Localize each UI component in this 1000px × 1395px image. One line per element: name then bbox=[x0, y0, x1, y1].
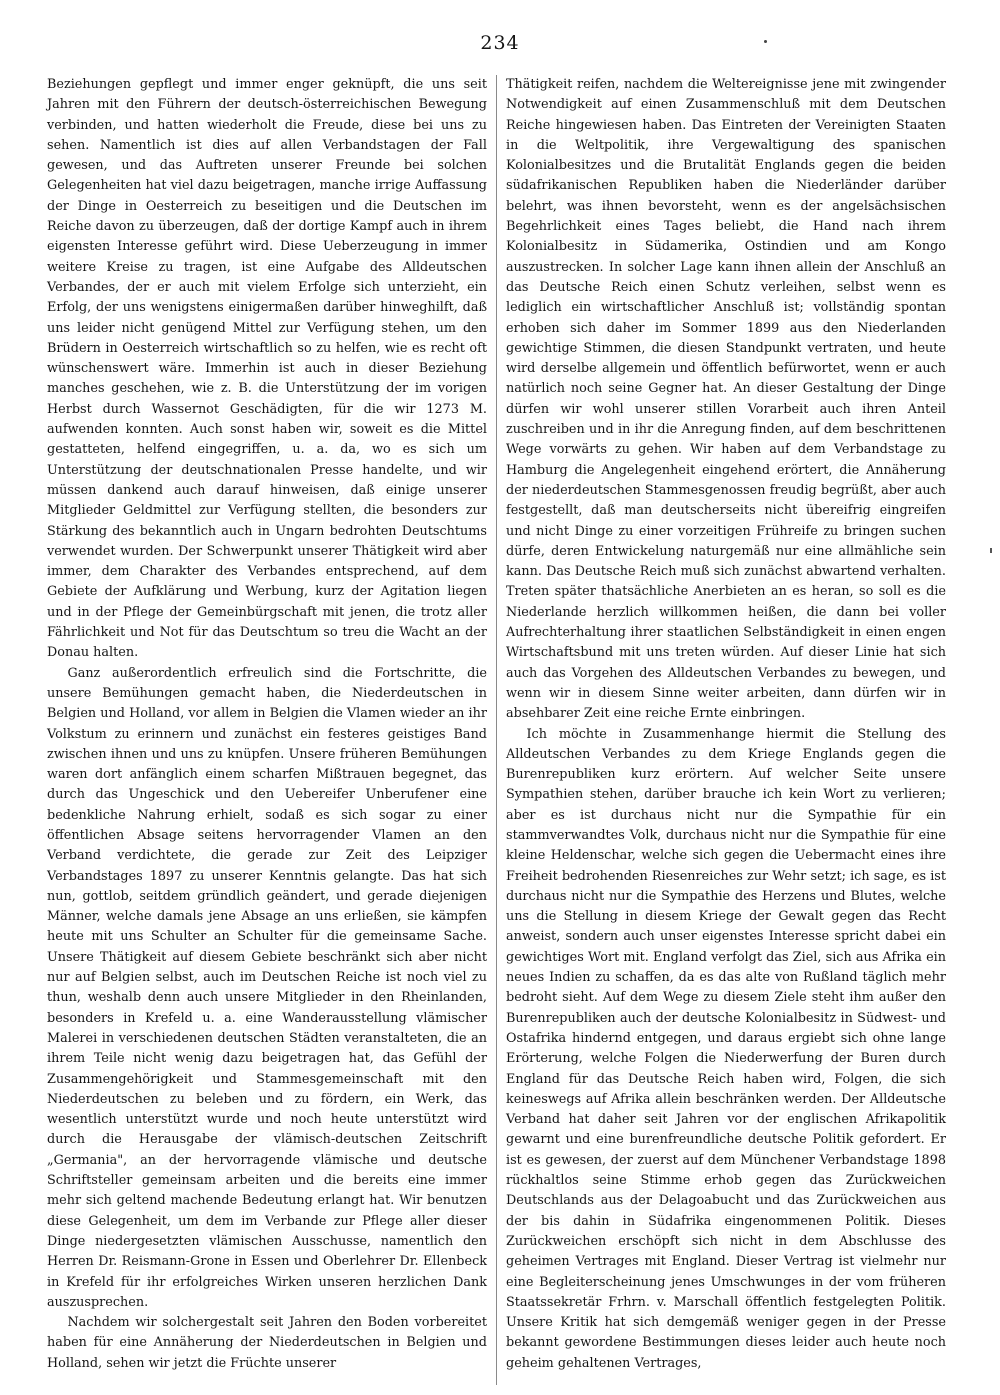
print-speck bbox=[990, 548, 992, 553]
left-column bbox=[47, 75, 487, 1374]
paragraph: Ich möchte in Zusammenhange hiermit die Stellung des Alldeutschen Verbandes zu dem Kriege Englands gegen die Burenrepubliken kurz erörtern. Auf welcher Seite unsere Sympathien stehen, darüber brauche ich kein Wort zu verlieren; aber es ist durchaus nicht nur die Sympathie für ein stammverwandtes Volk, durchaus nicht nur die Sympathie für eine kleine Heldenschar, welche sich gegen die Uebermacht eines ihre Freiheit bedrohenden Riesenreiches zur Wehr setzt; ich sage, es ist durchaus nicht nur die Sympathie des Herzens und Blutes, welche uns die Stellung in diesem Kriege der Gewalt gegen das Recht anweist, sondern auch unser eigenstes Interesse spricht dabei ein gewichtiges Wort mit. England verfolgt das Ziel, sich aus Afrika ein neues Indien zu schaffen, da es das alte von Rußland täglich mehr bedroht sieht. Auf dem Wege zu diesem Ziele steht ihm außer den Burenrepubliken auch der deutsche Kolonialbesitz in Südwest- und Ostafrika hindernd entgegen, und daraus ergiebt sich ohne lange Erörterung, welche Folgen die Niederwerfung der Buren durch England für das Deutsche Reich haben wird, Folgen, die sich keineswegs auf Afrika allein beschränken werden. Der Alldeutsche Verband hat daher seit Jahren vor der englischen Afrikapolitik gewarnt und eine burenfreundliche deutsche Politik gefordert. Er ist es gewesen, der zuerst auf dem Münchener Verbandstage 1898 rückhaltlos seine Stimme erhob gegen das Zurückweichen Deutschlands aus der Delagoabucht und das Zurückweichen aus der bis dahin in Südafrika eingenommenen Politik. Dieses Zurückweichen erschöpft sich nicht in dem Abschlusse des geheimen Vertrages mit England. Dieser Vertrag ist vielmehr nur eine Begleiterscheinung jenes Umschwunges in der vom früheren Staatssekretär Frhrn. v. Marschall öffentlich festgelegten Politik. Unsere Kritik hat sich demgemäß weniger gegen in der Presse bekannt gewordene Bestimmungen dieses leider auch heute noch geheim gehaltenen Vertrages, bbox=[506, 726, 946, 1371]
paragraph: Ganz außerordentlich erfreulich sind die Fortschritte, die unsere Bemühungen gemacht haben, die Niederdeutschen in Belgien und Holland, vor allem in Belgien die Vlamen wieder an ihr Volkstum zu erinnern und zunächst ein festeres geistiges Band zwischen ihnen und uns zu knüpfen. Unsere früheren Bemühungen waren dort anfänglich einem scharfen Mißtrauen begegnet, das durch das Ungeschick und den Uebereifer Unberufener eine bedenkliche Nahrung erhielt, sodaß es sich sogar zu einer öffentlichen Absage seitens hervorragender Vlamen an den Verband verdichtete, die gerade zur Zeit des Leipziger Verbandstages 1897 zu unserer Kenntnis gelangte. Das hat sich nun, gottlob, seitdem gründlich geändert, und gerade diejenigen Männer, welche damals jene Absage an uns erließen, sie kämpfen heute mit uns Schulter an Schulter für die gemeinsame Sache. Unsere Thätigkeit auf diesem Gebiete beschränkt sich aber nicht nur auf Belgien selbst, auch im Deutschen Reiche ist noch viel zu thun, weshalb denn auch unsere Mitglieder in den Rheinlanden, besonders in Krefeld u. a. eine Wanderausstellung vlämischer Malerei in verschiedenen deutschen Städten veranstalteten, die an ihrem Teile nicht wenig dazu beigetragen hat, das Gefühl der Zusammengehörigkeit und Stammesgemeinschaft mit den Niederdeutschen zu beleben und zu fördern, ein Werk, das wesentlich unterstützt wurde und noch heute unterstützt wird durch die Herausgabe der vlämisch-deutschen Zeitschrift „Germania", an der hervorragende vlämische und deutsche Schriftsteller gemeinsam arbeiten und die bereits eine immer mehr sich geltend machende Bedeutung erlangt hat. Wir benutzen diese Gelegenheit, um dem im Verbande zur Pflege aller dieser Dinge niedergesetzten vlämischen Ausschusse, namentlich den Herren Dr. Reismann-Grone in Essen und Oberlehrer Dr. Ellenbeck in Krefeld für ihr erfolgreiches Wirken unseren herzlichen Dank auszusprechen. bbox=[47, 665, 487, 1310]
paragraph: Nachdem wir solchergestalt seit Jahren den Boden vorbereitet haben für eine Annäherung der Niederdeutschen in Belgien und Holland, sehen wir jetzt die Früchte unserer bbox=[47, 1315, 487, 1371]
right-column bbox=[506, 75, 946, 1374]
print-speck bbox=[764, 40, 767, 43]
paragraph: Beziehungen gepflegt und immer enger geknüpft, die uns seit Jahren mit den Führern der deutsch-österreichischen Bewegung verbinden, und hatten wiederholt die Freude, diese bei uns zu sehen. Namentlich ist dies auf allen Verbandstagen der Fall gewesen, und das Auftreten unserer Freunde bei solchen Gelegenheiten hat viel dazu beigetragen, manche irrige Auffassung der Dinge in Oesterreich zu beseitigen und die Deutschen im Reiche davon zu überzeugen, daß der dortige Kampf auch in ihrem eigensten Interesse geführt wird. Diese Ueberzeugung in immer weitere Kreise zu tragen, ist eine Aufgabe des Alldeutschen Verbandes, der er auch mit vielem Erfolge sich unterzieht, ein Erfolg, der uns wenigstens einigermaßen darüber hinweghilft, daß uns leider nicht genügend Mittel zur Verfügung stehen, um den Brüdern in Oesterreich wirtschaftlich so zu helfen, wie es recht oft wünschenswert wäre. Immerhin ist auch in dieser Beziehung manches geschehen, wie z. B. die Unterstützung der im vorigen Herbst durch Wassernot Geschädigten, für die wir 1273 M. aufwenden konnten. Auch sonst haben wir, soweit es die Mittel gestatteten, helfend eingegriffen, u. a. da, wo es sich um Unterstützung der deutschnationalen Presse handelte, und wir müssen dankend auch darauf hinweisen, daß einige unserer Mitglieder Geldmittel zur Verfügung stellten, die besonders zur Stärkung des bekanntlich auch in Ungarn bedrohten Deutschtums verwendet wurden. Der Schwerpunkt unserer Thätigkeit wird aber immer, dem Charakter des Verbandes entsprechend, auf dem Gebiete der Aufklärung und Werbung, kurz der Agitation liegen und in der Pflege der Gemeinbürgschaft mit jenen, die trotz aller Fährlichkeit und Not für das Deutschtum so treu die Wacht an der Donau halten. bbox=[47, 77, 487, 661]
paragraph: Thätigkeit reifen, nachdem die Weltereignisse jene mit zwingender Notwendigkeit auf einen Zusammenschluß mit dem Deutschen Reiche hingewiesen haben. Das Eintreten der Vereinigten Staaten in die Weltpolitik, ihre Vergewaltigung des spanischen Kolonialbesitzes und die Brutalität Englands gegen die beiden südafrikanischen Republiken haben die Niederländer darüber belehrt, was ihnen bevorsteht, wenn es der angelsächsischen Begehrlichkeit eines Tages beliebt, die Hand nach ihrem Kolonialbesitz in Südamerika, Ostindien und am Kongo auszustrecken. In solcher Lage kann ihnen allein der Anschluß an das Deutsche Reich einen Schutz verleihen, selbst wenn es lediglich ein wirtschaftlicher Anschluß ist; vollständig spontan erhoben sich daher im Sommer 1899 aus den Niederlanden gewichtige Stimmen, die diesen Standpunkt vertraten, und heute wird derselbe allgemein und öffentlich befürwortet, wenn er auch natürlich noch seine Gegner hat. An dieser Gestaltung der Dinge dürfen wir wohl unserer stillen Vorarbeit auch ihren Anteil zuschreiben und in ihr die Anregung finden, auf dem beschrittenen Wege vorwärts zu gehen. Wir haben auf dem Verbandstage zu Hamburg die Angelegenheit eingehend erörtert, die Annäherung der niederdeutschen Stammesgenossen freudig begrüßt, aber auch festgestellt, daß man deutscherseits nicht übereifrig eingreifen und nicht Dinge zu einer vorzeitigen Frühreife zu bringen suchen dürfe, deren Entwickelung naturgemäß nur eine allmähliche sein kann. Das Deutsche Reich muß sich zunächst abwartend verhalten. Treten später thatsächliche Anerbieten an es heran, so soll es die Niederlande herzlich willkommen heißen, die dann bei voller Aufrechterhaltung ihrer staatlichen Selbständigkeit in einen engen Wirtschaftsbund mit uns treten würden. Auf dieser Linie hat sich auch das Vorgehen des Alldeutschen Verbandes zu bewegen, und wenn wir in diesem Sinne weiter arbeiten, dann dürfen wir in absehbarer Zeit eine reiche Ernte einbringen. bbox=[506, 77, 946, 722]
column-divider bbox=[496, 75, 497, 1385]
page-number: 234 bbox=[480, 32, 520, 54]
